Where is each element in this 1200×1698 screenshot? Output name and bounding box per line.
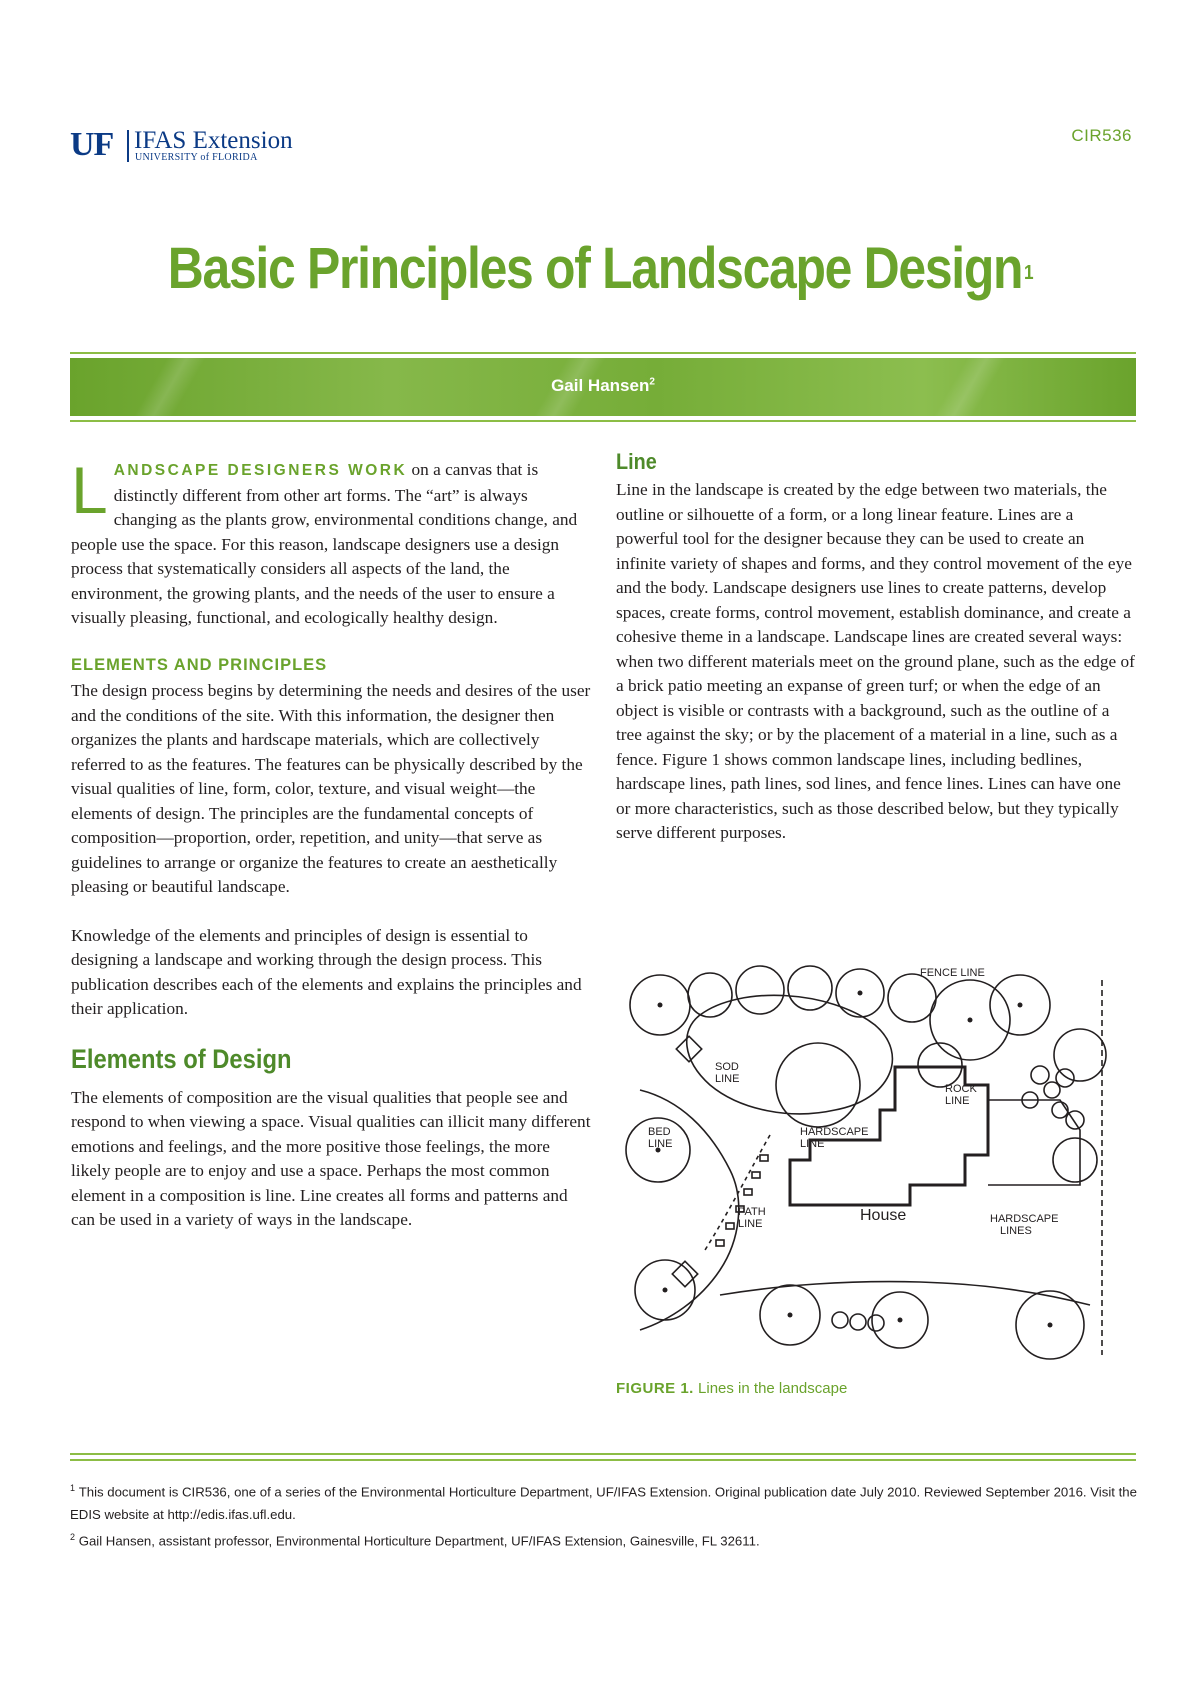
elements-of-design-p1: The elements of composition are the visual qualities that people see and respond to when viewing a space. Visual qualities can illicit many different emotions and feelings, and the more positive those feelings, the more likely people are to enjoy and use a space. Perhaps the most common element in a composition is line. Line creates all forms and patterns and can be used in a variety of ways in the landscape.	[71, 1087, 591, 1229]
label-path-line: LINE	[738, 1218, 763, 1230]
page-title	[84, 236, 1116, 302]
diamond-marker	[676, 1036, 701, 1061]
label-hardscape-line: HARDSCAPE	[800, 1126, 869, 1138]
logo-uf-mark: UF	[70, 126, 114, 163]
figure-landscape-lines	[620, 960, 1130, 1368]
footnote-1-mark: 1	[70, 1483, 76, 1493]
footnote-rule	[70, 1459, 1136, 1461]
right-column	[616, 450, 1136, 846]
label-path-line: PATH	[738, 1206, 766, 1218]
elements-principles-p2: Knowledge of the elements and principles of design is essential to designing a landscape and working through the design process. This publication describes each of the elements and explains the principles and their application.	[71, 925, 582, 1018]
left-column	[71, 453, 591, 1233]
title-footnote-mark: 1	[1023, 262, 1033, 284]
author-band-rule-bottom	[70, 420, 1136, 422]
author-name	[70, 376, 1136, 396]
label-hardscape-lines: HARDSCAPE	[990, 1213, 1059, 1225]
label-fence-line: FENCE LINE	[920, 967, 985, 979]
figure-caption-text: Lines in the landscape	[693, 1380, 848, 1397]
figure-caption	[616, 1380, 847, 1397]
footnote-1	[70, 1477, 1150, 1526]
label-bed-line: BED	[648, 1126, 671, 1138]
line-heading: Line	[616, 449, 657, 474]
author-band-rule-top	[70, 352, 1136, 354]
logo-divider	[127, 130, 129, 162]
label-hardscape-line: LINE	[800, 1138, 825, 1150]
patio-circle	[776, 1043, 860, 1127]
elements-of-design-heading: Elements of Design	[71, 1043, 292, 1074]
logo-university-text: UNIVERSITY of FLORIDA	[135, 152, 258, 163]
line-paragraph: Line in the landscape is created by the edge between two materials, the outline or silhouette of a form, or a long linear feature. Lines are a powerful tool for the designer because they can be used to create an infinite variety of shapes and forms, and they control movement of the eye and the body. Landscape designers use lines to create patterns, develop spaces, create forms, control movement, establish dominance, and create a cohesive theme in a landscape. Landscape lines are created several ways: when two different materials meet on the ground plane, such as the edge of a brick patio meeting an expanse of green turf; or when the edge of an object is visible or contrasts with a background, such as the outline of a tree against the sky; or by the placement of a material in a line, such as a fence. Figure 1 shows common landscape lines, including bedlines, hardscape lines, path lines, sod lines, and fence lines. Lines can have one or more characteristics, such as those described below, but they typically serve different purposes.	[616, 480, 1135, 842]
label-sod-line: LINE	[715, 1073, 740, 1085]
bottom-bed-line	[720, 1282, 1090, 1305]
intro-paragraph	[71, 453, 591, 631]
label-hardscape-lines: LINES	[1000, 1225, 1032, 1237]
document-code: CIR536	[1071, 126, 1132, 145]
footnote-rule	[70, 1453, 1136, 1455]
intro-lead: ANDSCAPE DESIGNERS WORK	[113, 462, 408, 479]
label-rock-line: LINE	[945, 1095, 970, 1107]
author-footnote-mark: 2	[649, 376, 655, 388]
footnote-2-text: Gail Hansen, assistant professor, Environmental Horticulture Department, UF/IFAS Extension, Gainesville, FL 32611.	[78, 1533, 760, 1549]
footnotes	[70, 1477, 1150, 1553]
author-name-text: Gail Hansen	[551, 376, 650, 395]
path-line	[705, 1135, 770, 1250]
label-sod-line: SOD	[715, 1061, 739, 1073]
stepping-stones	[716, 1155, 768, 1246]
footnote-2	[70, 1526, 1150, 1552]
drop-cap: L	[71, 453, 108, 527]
author-band	[70, 358, 1136, 416]
hardscape-drive	[988, 1100, 1080, 1185]
tree-circles	[626, 966, 1106, 1359]
figure-caption-label: FIGURE 1.	[616, 1380, 694, 1397]
elements-principles-p1: The design process begins by determining the needs and desires of the user and the conditions of the site. With this information, the designer then organizes the plants and hardscape materials, which are collectively referred to as the features. The features can be physically described by the visual qualities of line, form, color, texture, and visual weight—the elements of design. The principles are the fundamental concepts of composition—proportion, order, repetition, and unity—that serve as guidelines to arrange or organize the features to create an aesthetically pleasing or beautiful landscape.	[71, 681, 591, 896]
intro-text: on a canvas that is distinctly different from other art forms. The “art” is always changing as the plants grow, environmental conditions change, and people use the space. For this reason, landscape designers use a design process that systematically considers all aspects of the land, the environment, the growing plants, and the needs of the user to ensure a visually pleasing, functional, and ecologically healthy design.	[71, 460, 578, 627]
landscape-plan-drawing	[620, 960, 1130, 1368]
label-bed-line: LINE	[648, 1138, 673, 1150]
elements-principles-heading: ELEMENTS AND PRINCIPLES	[71, 655, 328, 674]
label-rock-line: ROCK	[945, 1083, 977, 1095]
title-text: Basic Principles of Landscape Design	[167, 236, 1023, 301]
footnote-2-mark: 2	[70, 1532, 76, 1543]
label-house: House	[860, 1207, 907, 1224]
footnote-1-text: This document is CIR536, one of a series of the Environmental Horticulture Department, UF/IFAS Extension. Original publication date July 2010. Reviewed September 2016. Visit the EDIS website at http://edis.ifas.ufl.edu.	[70, 1484, 1137, 1523]
logo-ifas-text: IFAS Extension	[134, 127, 293, 154]
